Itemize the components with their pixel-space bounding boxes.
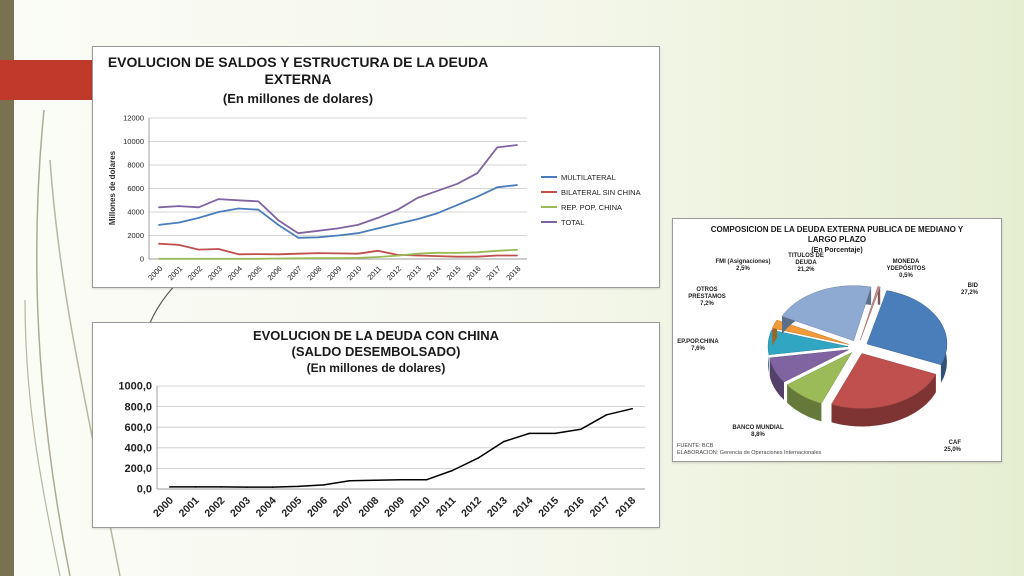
y-tick-label: 400,0 <box>124 442 152 455</box>
x-tick-label: 2001 <box>166 264 185 283</box>
x-tick-label: 2009 <box>325 264 344 283</box>
data-point <box>337 235 339 237</box>
data-point <box>178 222 180 224</box>
data-point <box>337 253 339 255</box>
data-point <box>377 250 379 252</box>
data-point <box>437 190 439 192</box>
data-point <box>417 253 419 255</box>
data-point <box>258 209 260 211</box>
data-point <box>297 253 299 255</box>
x-tick-label: 2008 <box>356 494 382 520</box>
data-point <box>158 258 160 260</box>
data-point <box>220 486 222 488</box>
pie-label: 7,2% <box>700 301 714 307</box>
data-point <box>631 408 633 410</box>
y-tick-label: 200,0 <box>124 463 152 476</box>
legend-label: TOTAL <box>561 218 585 227</box>
chart3-title-line1: COMPOSICION DE LA DEUDA EXTERNA PUBLICA DE MEDIANO Y <box>710 225 964 234</box>
chart2-title-line1: EVOLUCION DE LA DEUDA CON CHINA <box>252 328 500 343</box>
chart-debt-composition <box>673 219 1001 461</box>
x-tick-label: 2012 <box>459 494 485 520</box>
chart-china-debt-panel <box>92 322 660 528</box>
y-tick-label: 8000 <box>127 160 144 170</box>
x-tick-label: 2013 <box>404 264 423 283</box>
data-point <box>178 244 180 246</box>
chart-external-debt <box>93 47 659 287</box>
data-point <box>198 217 200 219</box>
pie-label: 27,2% <box>960 290 978 296</box>
data-point <box>278 258 280 260</box>
data-point <box>477 252 479 254</box>
x-tick-label: 2015 <box>536 494 562 520</box>
data-point <box>258 201 260 203</box>
data-point <box>496 187 498 189</box>
x-tick-label: 2004 <box>225 264 244 283</box>
data-point <box>317 257 319 259</box>
data-point <box>417 218 419 220</box>
x-tick-label: 2003 <box>228 494 254 520</box>
data-point <box>377 256 379 258</box>
data-point <box>218 198 220 200</box>
x-tick-label: 2005 <box>279 494 305 520</box>
pie-label: BID <box>967 283 978 289</box>
data-point <box>516 144 518 146</box>
data-point <box>503 441 505 443</box>
x-tick-label: 2005 <box>245 264 264 283</box>
data-point <box>178 205 180 207</box>
data-point <box>357 257 359 259</box>
data-point <box>272 486 274 488</box>
pie-label: 7,6% <box>691 346 705 352</box>
x-tick-label: 2006 <box>265 264 284 283</box>
data-point <box>238 208 240 210</box>
data-point <box>297 258 299 260</box>
chart3-title-line2: LARGO PLAZO <box>807 235 867 244</box>
x-tick-label: 2009 <box>382 494 408 520</box>
data-point <box>375 479 377 481</box>
x-tick-label: 2013 <box>484 494 510 520</box>
chart3-elaboration: ELABORACION: Gerencia de Operaciones Internacionales <box>677 450 822 456</box>
data-point <box>496 255 498 257</box>
data-point <box>437 252 439 254</box>
legend-label: MULTILATERAL <box>561 173 616 182</box>
data-point <box>323 484 325 486</box>
data-point <box>195 486 197 488</box>
x-tick-label: 2002 <box>202 494 228 520</box>
legend-label: REP. POP. CHINA <box>561 203 622 212</box>
data-point <box>477 457 479 459</box>
data-point <box>349 480 351 482</box>
data-point <box>477 172 479 174</box>
data-point <box>297 237 299 239</box>
data-point <box>158 224 160 226</box>
x-tick-label: 2016 <box>464 264 483 283</box>
data-point <box>158 243 160 245</box>
data-point <box>238 200 240 202</box>
data-point <box>529 433 531 435</box>
x-tick-label: 2011 <box>433 494 459 520</box>
x-tick-label: 2012 <box>384 264 404 283</box>
x-tick-label: 2006 <box>305 494 331 520</box>
chart-external-debt-panel <box>92 46 660 288</box>
data-point <box>198 249 200 251</box>
data-point <box>357 224 359 226</box>
series-line <box>159 185 517 238</box>
data-point <box>457 256 459 258</box>
x-tick-label: 2010 <box>407 494 433 520</box>
y-tick-label: 12000 <box>123 113 144 123</box>
data-point <box>198 207 200 209</box>
x-tick-label: 2010 <box>345 264 364 283</box>
data-point <box>317 252 319 254</box>
data-point <box>400 479 402 481</box>
y-tick-label: 600,0 <box>124 421 152 434</box>
data-point <box>169 486 171 488</box>
pie-label: CAF <box>948 440 961 446</box>
pie-label: PRESTAMOS <box>688 294 726 300</box>
y-tick-label: 0,0 <box>136 483 152 496</box>
data-point <box>457 183 459 185</box>
pie-label: EP.POP.CHINA <box>677 339 719 345</box>
data-point <box>397 223 399 225</box>
data-point <box>218 211 220 213</box>
data-point <box>477 256 479 258</box>
data-point <box>580 429 582 431</box>
data-point <box>496 147 498 149</box>
pie-label: BANCO MUNDIAL <box>732 425 784 431</box>
chart1-title-line2: EXTERNA <box>264 71 332 87</box>
data-point <box>337 257 339 259</box>
data-point <box>437 212 439 214</box>
data-point <box>218 248 220 250</box>
x-tick-label: 2017 <box>484 264 503 283</box>
x-tick-label: 2018 <box>504 264 523 283</box>
pie-label: DEUDA <box>795 260 817 266</box>
x-tick-label: 2011 <box>365 264 384 282</box>
x-tick-label: 2016 <box>561 494 587 520</box>
chart1-title-line1: EVOLUCION DE SALDOS Y ESTRUCTURA DE LA DEUDA <box>107 54 489 70</box>
chart3-title-line3: (En Porcentaje) <box>811 247 863 254</box>
data-point <box>377 217 379 219</box>
series-line <box>159 145 517 233</box>
data-point <box>297 232 299 234</box>
data-point <box>417 197 419 199</box>
y-tick-label: 2000 <box>127 231 144 240</box>
pie-label: MONEDA <box>892 259 920 265</box>
chart2-title-line2: (SALDO DESEMBOLSADO) <box>291 344 461 359</box>
series-line <box>159 244 517 257</box>
x-tick-label: 2001 <box>176 494 202 520</box>
chart2-title-line3: (En millones de dolares) <box>306 361 446 375</box>
x-tick-label: 2004 <box>253 494 279 520</box>
pie-label: OTROS <box>696 287 718 293</box>
chart1-y-axis-label: Millones de dolares <box>108 150 117 226</box>
y-tick-label: 10000 <box>123 137 144 146</box>
x-tick-label: 2015 <box>444 264 463 283</box>
data-point <box>238 258 240 260</box>
pie-label: 0,5% <box>899 273 913 279</box>
data-point <box>258 253 260 255</box>
y-tick-label: 800,0 <box>124 401 152 414</box>
data-point <box>357 232 359 234</box>
pie-label: 25,0% <box>943 447 961 453</box>
data-point <box>278 254 280 256</box>
data-point <box>158 207 160 209</box>
y-tick-label: 4000 <box>127 207 144 217</box>
x-tick-label: 2003 <box>205 264 225 283</box>
data-point <box>516 255 518 257</box>
data-point <box>218 258 220 260</box>
y-tick-label: 1000,0 <box>118 380 152 393</box>
data-point <box>516 249 518 251</box>
data-point <box>178 258 180 260</box>
chart3-source: FUENTE: BCB <box>677 443 714 449</box>
chart-china-debt <box>93 323 659 527</box>
data-point <box>337 228 339 230</box>
data-point <box>426 479 428 481</box>
data-point <box>258 258 260 260</box>
pie-label: TITULOS DE <box>788 253 824 259</box>
x-tick-label: 2017 <box>587 494 613 520</box>
x-tick-label: 2002 <box>185 264 205 283</box>
pie-label: 21,2% <box>797 267 815 273</box>
data-point <box>457 204 459 206</box>
y-tick-label: 6000 <box>127 184 144 193</box>
x-tick-label: 2000 <box>150 494 176 520</box>
data-point <box>278 219 280 221</box>
pie-label: 8,8% <box>751 432 765 438</box>
data-point <box>198 258 200 260</box>
data-point <box>397 255 399 257</box>
x-tick-label: 2007 <box>285 264 304 283</box>
data-point <box>516 184 518 186</box>
data-point <box>477 196 479 198</box>
data-point <box>317 237 319 239</box>
y-tick-label: 0 <box>139 254 144 264</box>
chart1-title-line3: (En millones de dolares) <box>222 91 374 106</box>
data-point <box>437 255 439 257</box>
pie-label: 2,5% <box>736 266 750 272</box>
data-point <box>238 254 240 256</box>
data-point <box>554 433 556 435</box>
data-point <box>246 486 248 488</box>
data-point <box>496 250 498 252</box>
data-point <box>278 224 280 226</box>
data-point <box>317 230 319 232</box>
data-point <box>357 253 359 255</box>
x-tick-label: 2000 <box>146 264 165 283</box>
x-tick-label: 2014 <box>424 264 443 283</box>
data-point <box>377 228 379 230</box>
data-point <box>452 470 454 472</box>
data-point <box>397 209 399 211</box>
pie-label: YDEPÓSITOS <box>886 266 926 272</box>
legend-label: BILATERAL SIN CHINA <box>561 188 641 197</box>
pie-label: FMI (Asignaciones) <box>715 259 771 265</box>
x-tick-label: 2014 <box>510 494 536 520</box>
x-tick-label: 2018 <box>613 494 639 520</box>
data-point <box>298 486 300 488</box>
data-point <box>457 252 459 254</box>
chart-debt-composition-panel <box>672 218 1002 462</box>
x-tick-label: 2007 <box>330 494 356 520</box>
data-point <box>606 414 608 416</box>
data-point <box>417 255 419 257</box>
x-tick-label: 2008 <box>305 264 324 283</box>
